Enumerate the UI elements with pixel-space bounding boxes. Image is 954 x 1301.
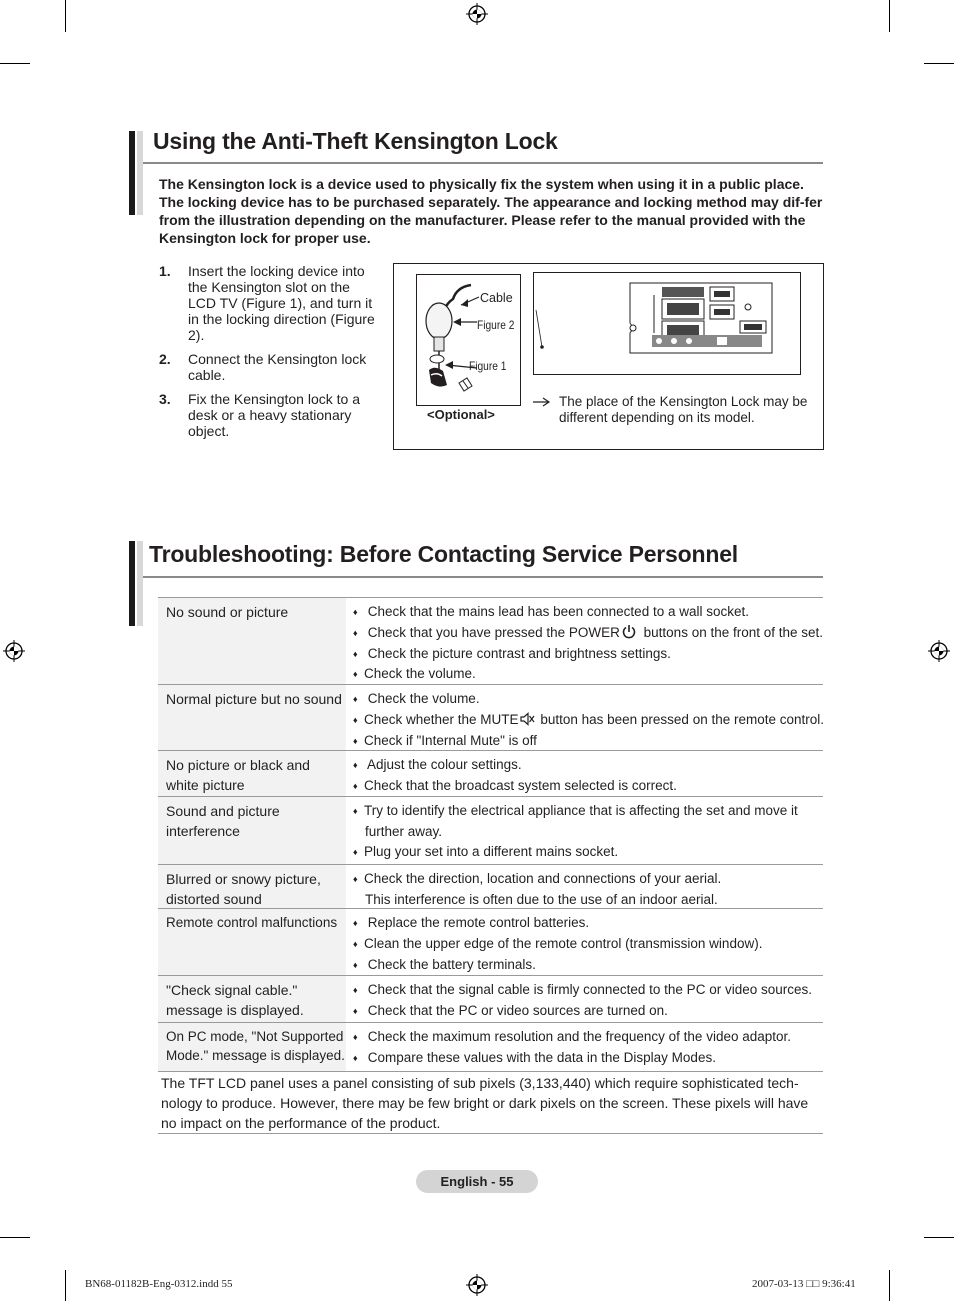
list-item [353, 1048, 823, 1069]
list-item [159, 351, 381, 383]
mute-icon [519, 711, 535, 727]
solution-cell [353, 755, 823, 797]
problem-cell: Sound and picture interference [158, 797, 346, 865]
solution-cell [353, 1027, 823, 1069]
diamond-bullet-icon: ♦ [353, 648, 358, 659]
page-number-badge: English - 55 [416, 1170, 538, 1193]
crop-mark [65, 0, 66, 32]
table-divider [158, 1133, 823, 1134]
registration-mark-icon [928, 640, 950, 662]
solution-text: button has been pressed on the remote control. [540, 711, 825, 727]
cable-label: Cable [480, 291, 513, 305]
solution-text: Replace the remote control batteries. [367, 915, 590, 930]
list-item [353, 710, 823, 731]
solution-text: Compare these values with the data in the Display Modes. [367, 1049, 716, 1065]
pointer-arrow-icon [533, 397, 551, 407]
figure2-label: Figure 2 [477, 318, 515, 332]
section-rule [143, 162, 823, 164]
problem-cell: Blurred or snowy picture, distorted sound [158, 865, 346, 909]
solution-text: Check the direction, location and connections of your aerial. [364, 871, 722, 886]
diamond-bullet-icon: ♦ [353, 874, 358, 884]
list-item [353, 934, 823, 955]
solution-text: Check the volume. [364, 666, 476, 682]
crop-mark [924, 63, 954, 64]
optional-label: <Optional> [427, 407, 495, 422]
solution-text: buttons on the front of the set. [643, 624, 824, 640]
list-item [353, 623, 823, 644]
list-item [353, 776, 823, 797]
kensington-note: The place of the Kensington Lock may be different depending on its model. [559, 394, 808, 425]
solution-text: Check that the broadcast system selected is correct. [364, 777, 677, 793]
list-item [353, 1027, 823, 1048]
list-item [353, 822, 823, 842]
solution-text: Clean the upper edge of the remote control (transmission window). [364, 935, 763, 951]
crop-mark [0, 63, 30, 64]
diamond-bullet-icon: ♦ [353, 985, 358, 995]
step-text: Insert the locking device into the Kensington slot on the LCD TV (Figure 1), and turn it in the locking direction (Figure 2). [188, 263, 375, 343]
solution-text: Try to identify the electrical appliance that is affecting the set and move it [364, 803, 798, 818]
diamond-bullet-icon: ♦ [353, 760, 358, 770]
diamond-bullet-icon: ♦ [353, 627, 358, 638]
solution-cell [353, 801, 823, 862]
table-row [158, 750, 823, 797]
connector-panel-drawing [534, 273, 800, 374]
table-row [158, 796, 823, 865]
diamond-bullet-icon: ♦ [353, 694, 358, 704]
step-text: Fix the Kensington lock to a desk or a heavy stationary object. [188, 391, 360, 439]
crop-mark [924, 1237, 954, 1238]
list-item [159, 263, 381, 343]
section-title: Troubleshooting: Before Contacting Service Personnel [149, 541, 738, 567]
solution-text: Check the picture contrast and brightness settings. [367, 645, 671, 661]
solution-text: Check if "Internal Mute" is off [364, 732, 537, 748]
section-bar [137, 131, 143, 215]
crop-mark [0, 1237, 30, 1238]
list-item [353, 913, 823, 934]
list-item [353, 801, 823, 822]
solution-text: further away. [365, 823, 443, 839]
step-text: Connect the Kensington lock cable. [188, 351, 367, 383]
print-slug-left: BN68-01182B-Eng-0312.indd 55 [85, 1278, 233, 1290]
diamond-bullet-icon: ♦ [353, 735, 358, 746]
solution-text: Check that you have pressed the POWER [367, 624, 620, 640]
diamond-bullet-icon: ♦ [353, 806, 358, 816]
diamond-bullet-icon: ♦ [353, 1005, 358, 1016]
problem-cell: Normal picture but no sound [158, 685, 346, 751]
solution-text: Check the maximum resolution and the frequency of the video adaptor. [367, 1029, 792, 1044]
table-row [158, 684, 823, 751]
step-number: 1. [159, 263, 171, 279]
intro-text: The Kensington lock is a device used to physically fix the system when using it in a public place. The locking device has to be purchased separately. The appearance and locking method may dif-fer from the illustration depending on the manufacturer. Please refer to the manual provided with the Kensington lock for proper use. [159, 176, 823, 246]
problem-cell: "Check signal cable." message is displayed. [158, 976, 346, 1023]
list-item [353, 980, 823, 1001]
diamond-bullet-icon: ♦ [353, 714, 358, 725]
crop-mark [889, 1270, 890, 1301]
registration-mark-icon [466, 3, 488, 25]
table-row [158, 864, 823, 909]
list-item [353, 869, 823, 890]
section-bar [129, 131, 135, 215]
list-item [353, 731, 823, 752]
diamond-bullet-icon: ♦ [353, 938, 358, 949]
list-item [353, 955, 823, 976]
table-divider [158, 1071, 823, 1072]
solution-text: Plug your set into a different mains socket. [364, 843, 619, 859]
problem-cell: Remote control malfunctions [158, 909, 346, 976]
section-bar [137, 541, 143, 626]
solution-text: Check that the PC or video sources are turned on. [367, 1002, 668, 1018]
problem-cell: No picture or black and white picture [158, 751, 346, 797]
problem-cell: No sound or picture [158, 598, 346, 685]
step-number: 3. [159, 391, 171, 407]
solution-text: Check that the signal cable is firmly connected to the PC or video sources. [367, 982, 812, 997]
section-title: Using the Anti-Theft Kensington Lock [153, 128, 558, 154]
tv-back-panel-illustration [533, 272, 801, 375]
registration-mark-icon [3, 640, 25, 662]
crop-mark [889, 0, 890, 32]
solution-text: This interference is often due to the use of an indoor aerial. [365, 891, 718, 907]
section-bar [129, 541, 135, 626]
list-item [353, 689, 823, 710]
print-slug-right: 2007-03-13 □□ 9:36:41 [752, 1278, 856, 1290]
table-row [158, 908, 823, 976]
diamond-bullet-icon: ♦ [353, 607, 358, 617]
solution-text: Adjust the colour settings. [367, 757, 522, 772]
solution-text: Check whether the MUTE [364, 711, 519, 727]
table-row [158, 975, 823, 1023]
solution-cell [353, 869, 823, 910]
solution-text: Check the volume. [367, 691, 480, 706]
diamond-bullet-icon: ♦ [353, 1052, 358, 1063]
diamond-bullet-icon: ♦ [353, 959, 358, 970]
list-item [159, 391, 381, 439]
list-item [353, 755, 823, 776]
section-rule [143, 576, 823, 578]
solution-cell [353, 689, 823, 751]
list-item [353, 664, 823, 685]
diamond-bullet-icon: ♦ [353, 1032, 358, 1042]
diamond-bullet-icon: ♦ [353, 918, 358, 928]
registration-mark-icon [466, 1274, 488, 1296]
diamond-bullet-icon: ♦ [353, 780, 358, 791]
steps-list [159, 263, 381, 447]
list-item [353, 890, 823, 910]
table-row [158, 1022, 823, 1072]
crop-mark [65, 1270, 66, 1301]
solution-cell [353, 602, 823, 685]
diamond-bullet-icon: ♦ [353, 846, 358, 857]
table-row [158, 597, 823, 685]
solution-cell [353, 913, 823, 975]
list-item [353, 602, 823, 623]
solution-text: Check the battery terminals. [367, 956, 536, 972]
problem-cell: On PC mode, "Not Supported Mode." message is displayed. [158, 1023, 346, 1072]
solution-text: Check that the mains lead has been connected to a wall socket. [367, 604, 749, 619]
list-item [353, 644, 823, 665]
figure1-label: Figure 1 [469, 359, 507, 373]
diamond-bullet-icon: ♦ [353, 669, 358, 680]
lock-illustration-panel [416, 274, 521, 406]
step-number: 2. [159, 351, 171, 367]
power-icon [621, 624, 637, 640]
list-item [353, 842, 823, 863]
solution-cell [353, 980, 823, 1022]
list-item [353, 1001, 823, 1022]
tft-note: The TFT LCD panel uses a panel consisting of sub pixels (3,133,440) which require sophisticated tech-nology to produce. However, there may be few bright or dark pixels on the screen. These pixels will have no impact on the performance of the product. [161, 1075, 809, 1131]
